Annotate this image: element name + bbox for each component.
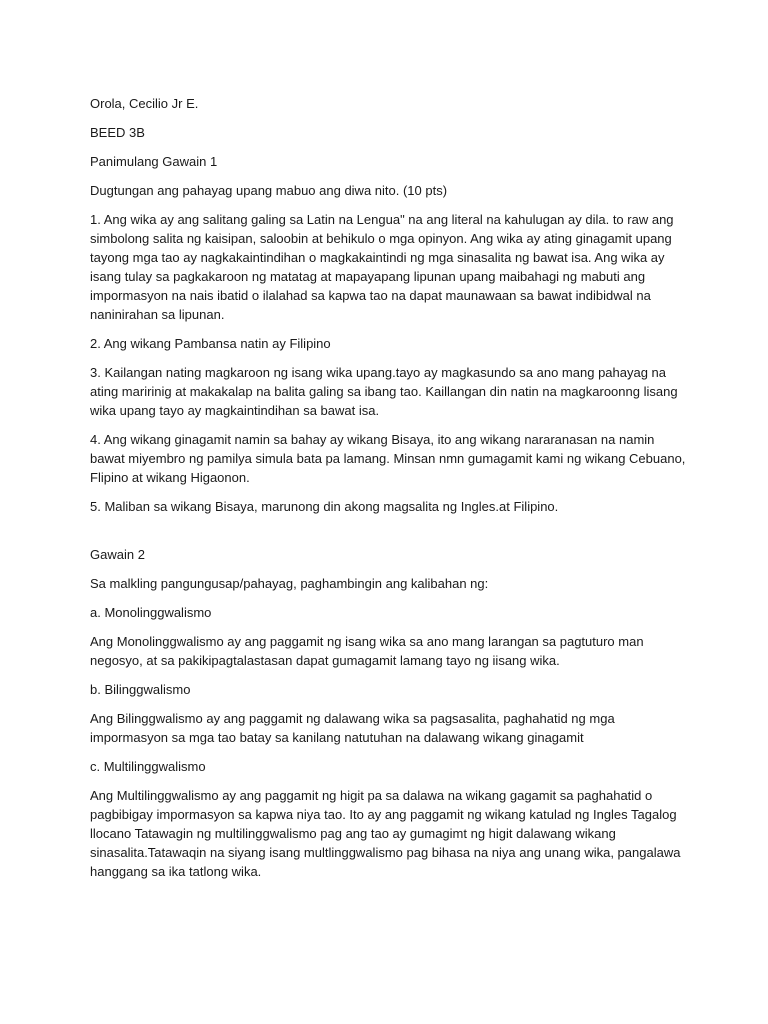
activity2-heading-monolinggwalismo: a. Monolinggwalismo — [90, 605, 212, 620]
section-label: BEED 3B — [90, 125, 145, 140]
activity2-heading-bilinggwalismo: b. Bilinggwalismo — [90, 682, 191, 697]
activity1-item: 2. Ang wikang Pambansa natin ay Filipino — [90, 336, 331, 351]
activity2-body-multilinggwalismo: Ang Multilinggwalismo ay ang paggamit ng higit pa sa dalawa na wikang gagamit sa paghahatid o pagbibigay impormasyon sa kapwa niya tao. Ito ay ang paggamit ng wikang katulad ng Ingles Tagalog llocano Tatawagin ng multilinggwalismo pag ang tao ay gumagimt ng higit dalawang wikang sinasalita.Tatawaqin na siyang isang multlinggwalismo pag bihasa na niya ang unang wika, pangalawa hanggang sa ika tatlong wika. — [90, 788, 681, 879]
activity2-title: Gawain 2 — [90, 547, 145, 562]
activity1-item: 5. Maliban sa wikang Bisaya, marunong din akong magsalita ng Ingles.at Filipino. — [90, 499, 559, 514]
document-page — [90, 94, 690, 891]
author-name: Orola, Cecilio Jr E. — [90, 96, 199, 111]
activity2-body-bilinggwalismo: Ang Bilinggwalismo ay ang paggamit ng dalawang wika sa pagsasalita, paghahatid ng mga impormasyon sa mga tao batay sa kanilang natutuhan na dalawang wikang ginagamit — [90, 711, 615, 745]
activity1-item: 1. Ang wika ay ang salitang galing sa Latin na Lengua" na ang literal na kahulugan ay dila. to raw ang simbolong salita ng kaisipan, saloobin at behikulo o mga opinyon. Ang wika ay ating ginagamit upang tayong mga tao ay nagkakaintindihan o magkakaintindi ng mga sinasalita ng bawat isa. Ang wika ay isang tulay sa pagkakaroon ng matatag at mapayapang lipunan upang maibahagi ng mabuti ang impormasyon na nais ibatid o ilalahad sa kapwa tao na dapat maunawaan sa bawat indibidwal na naninirahan sa lipunan. — [90, 212, 674, 322]
activity2-heading-multilinggwalismo: c. Multilinggwalismo — [90, 759, 206, 774]
activity1-title: Panimulang Gawain 1 — [90, 154, 218, 169]
activity2-instruction: Sa malkling pangungusap/pahayag, paghambingin ang kalibahan ng: — [90, 576, 489, 591]
activity1-item: 4. Ang wikang ginagamit namin sa bahay ay wikang Bisaya, ito ang wikang nararanasan na namin bawat miyembro ng pamilya simula bata pa lamang. Minsan nmn gumagamit kami ng wikang Cebuano, Flipino at wikang Higaonon. — [90, 432, 686, 485]
activity2-body-monolinggwalismo: Ang Monolinggwalismo ay ang paggamit ng isang wika sa ano mang larangan sa pagtuturo man negosyo, at sa pakikipagtalastasan dapat gumagamit lamang tayo ng iisang wika. — [90, 634, 644, 668]
activity1-instruction: Dugtungan ang pahayag upang mabuo ang diwa nito. (10 pts) — [90, 183, 448, 198]
activity1-item: 3. Kailangan nating magkaroon ng isang wika upang.tayo ay magkasundo sa ano mang pahayag na ating maririnig at makakalap na balita galing sa ibang tao. Kaillangan din natin na magkaroonng lisang wika upang tayo ay magkaintindihan sa bawat isa. — [90, 365, 678, 418]
